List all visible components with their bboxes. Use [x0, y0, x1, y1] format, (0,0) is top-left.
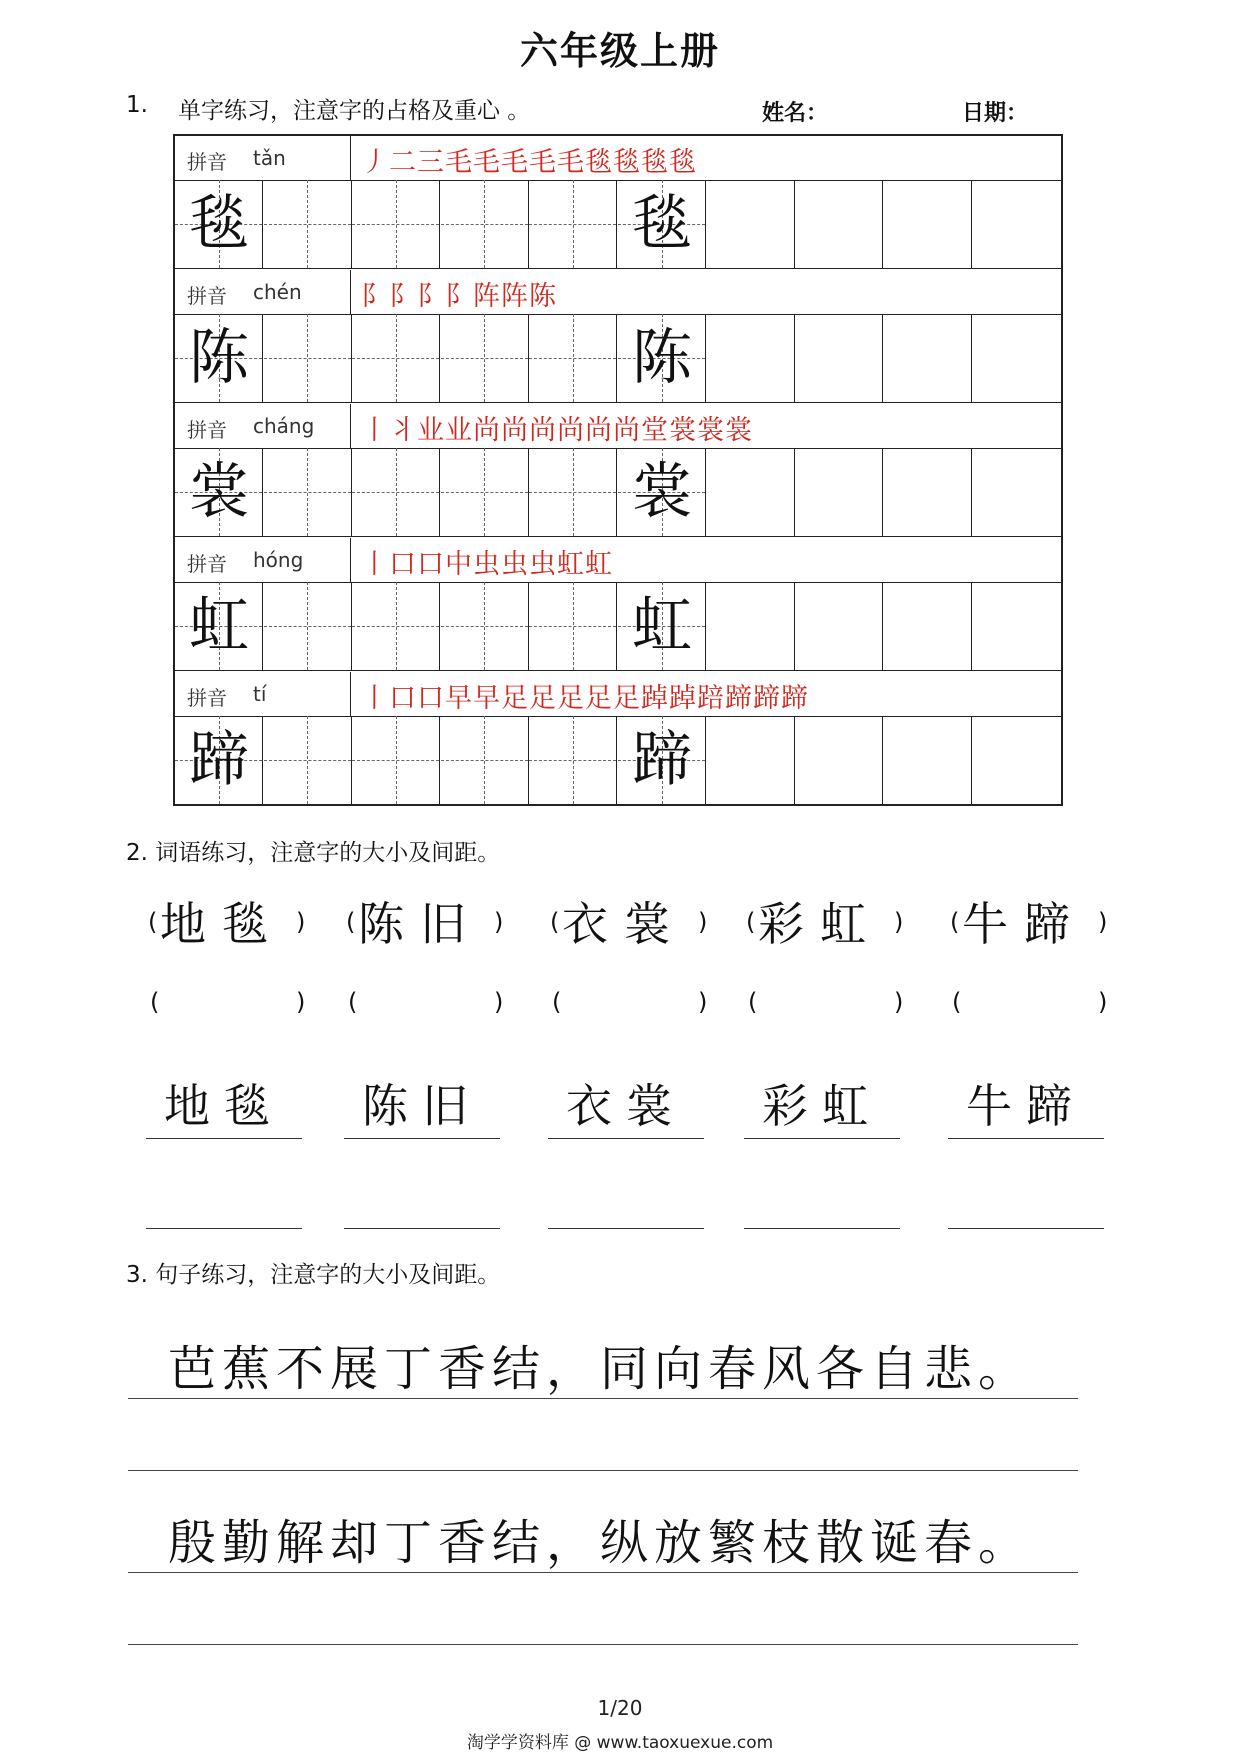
writing-cell[interactable] — [441, 314, 529, 402]
writing-cell[interactable] — [352, 314, 440, 402]
section-1-instruction: 单字练习，注意字的占格及重心 。 — [178, 98, 531, 124]
stroke-step: 毯 — [669, 147, 697, 178]
writing-cell[interactable] — [884, 314, 972, 402]
writing-cell[interactable] — [529, 582, 617, 670]
paren-open: ( — [552, 988, 562, 1016]
stroke-step: 尚 — [585, 415, 613, 446]
stroke-step: 踔 — [669, 683, 697, 714]
trace-word: 陈旧 — [362, 1079, 482, 1133]
writing-cell[interactable] — [352, 448, 440, 536]
pinyin-row — [175, 136, 1061, 181]
stroke-step: 踔 — [641, 683, 669, 714]
stroke-step: 踣 — [697, 683, 725, 714]
sentence-line[interactable] — [128, 1644, 1078, 1645]
model-character: 毯 — [632, 189, 692, 259]
sentence-line[interactable] — [128, 1572, 1078, 1573]
section-2-instruction: 2. 词语练习，注意字的大小及间距。 — [126, 840, 501, 866]
trace-word: 牛蹄 — [966, 1079, 1086, 1133]
pinyin-row — [175, 538, 1061, 583]
stroke-step: 丨 — [361, 683, 389, 714]
stroke-step: 丨 — [361, 549, 389, 580]
paren-close: ) — [1098, 908, 1108, 936]
model-character: 陈 — [189, 323, 249, 393]
paren-close: ) — [296, 988, 306, 1016]
writing-cell[interactable] — [175, 582, 263, 670]
pinyin-value: tí — [253, 682, 267, 706]
stroke-step: 三 — [417, 147, 445, 178]
pinyin-cell — [175, 270, 351, 314]
stroke-step: 裳 — [669, 415, 697, 446]
writing-cell[interactable] — [884, 180, 972, 268]
stroke-step: 丿 — [361, 147, 389, 178]
model-sentence: 芭蕉不展丁香结，同向春风各自悲。 — [168, 1341, 1033, 1397]
writing-cell[interactable] — [529, 448, 617, 536]
writing-cell[interactable] — [529, 716, 617, 804]
model-character: 陈 — [632, 323, 692, 393]
stroke-step: 尚 — [529, 415, 557, 446]
writing-line[interactable] — [146, 1138, 302, 1139]
paren-open: ( — [950, 908, 960, 936]
stroke-step: 足 — [557, 683, 585, 714]
writing-cell[interactable] — [264, 716, 352, 804]
model-character: 裳 — [189, 457, 249, 527]
writing-grid-row — [175, 448, 1061, 537]
footer-watermark: 淘学学资料库 @ www.taoxuexue.com — [466, 1733, 774, 1753]
pinyin-cell — [175, 136, 351, 180]
writing-cell[interactable] — [707, 448, 795, 536]
writing-cell[interactable] — [707, 582, 795, 670]
pinyin-label: 拼音 — [187, 418, 227, 442]
stroke-step: 毛 — [445, 147, 473, 178]
writing-cell[interactable] — [175, 716, 263, 804]
pinyin-label: 拼音 — [187, 284, 227, 308]
section-1-number: 1. — [126, 92, 148, 118]
stroke-step: 毯 — [585, 147, 613, 178]
paren-open: ( — [952, 988, 962, 1016]
stroke-step: 毛 — [557, 147, 585, 178]
stroke-order — [361, 676, 809, 715]
stroke-step: 裳 — [725, 415, 753, 446]
section-3-instruction: 3. 句子练习，注意字的大小及间距。 — [126, 1262, 501, 1288]
writing-cell[interactable] — [972, 448, 1060, 536]
writing-cell[interactable] — [352, 582, 440, 670]
stroke-step: 虫 — [529, 549, 557, 580]
writing-cell[interactable] — [795, 448, 883, 536]
stroke-step: 口 — [417, 549, 445, 580]
stroke-step: 毛 — [529, 147, 557, 178]
writing-grid-row — [175, 180, 1061, 269]
writing-cell[interactable] — [618, 314, 706, 402]
pinyin-value: chén — [253, 280, 302, 304]
writing-cell[interactable] — [795, 314, 883, 402]
writing-line[interactable] — [744, 1228, 900, 1229]
stroke-step: 堂 — [641, 415, 669, 446]
paren-close: ) — [698, 988, 708, 1016]
model-character: 蹄 — [189, 725, 249, 795]
pinyin-cell — [175, 404, 351, 448]
writing-grid-row — [175, 314, 1061, 403]
sentence-line[interactable] — [128, 1398, 1078, 1399]
stroke-step: 阝 — [417, 281, 445, 312]
writing-cell[interactable] — [795, 180, 883, 268]
writing-cell[interactable] — [795, 582, 883, 670]
paren-close: ) — [894, 988, 904, 1016]
stroke-step: 陈 — [529, 281, 557, 312]
trace-word: 彩虹 — [762, 1079, 882, 1133]
stroke-step: 丬 — [389, 415, 417, 446]
stroke-step: 尚 — [473, 415, 501, 446]
model-word: 地毯 — [160, 897, 284, 951]
writing-cell[interactable] — [175, 314, 263, 402]
writing-cell[interactable] — [529, 314, 617, 402]
writing-cell[interactable] — [264, 314, 352, 402]
writing-cell[interactable] — [264, 180, 352, 268]
writing-cell[interactable] — [352, 180, 440, 268]
stroke-order — [361, 542, 613, 581]
pinyin-label: 拼音 — [187, 686, 227, 710]
writing-line[interactable] — [548, 1138, 704, 1139]
trace-word: 衣裳 — [566, 1079, 686, 1133]
writing-cell[interactable] — [264, 448, 352, 536]
paren-close: ) — [894, 908, 904, 936]
paren-open: ( — [550, 908, 560, 936]
writing-line[interactable] — [744, 1138, 900, 1139]
stroke-step: 口 — [389, 683, 417, 714]
writing-cell[interactable] — [441, 448, 529, 536]
writing-cell[interactable] — [884, 582, 972, 670]
stroke-step: 口 — [417, 683, 445, 714]
stroke-step: 蹄 — [725, 683, 753, 714]
stroke-step: 丨 — [361, 415, 389, 446]
pinyin-value: cháng — [253, 414, 315, 438]
paren-close: ) — [494, 908, 504, 936]
writing-line[interactable] — [948, 1138, 1104, 1139]
writing-line[interactable] — [344, 1228, 500, 1229]
stroke-step: 业 — [445, 415, 473, 446]
paren-close: ) — [494, 988, 504, 1016]
stroke-step: 虹 — [585, 549, 613, 580]
paren-open: ( — [746, 908, 756, 936]
stroke-step: 足 — [501, 683, 529, 714]
writing-line[interactable] — [548, 1228, 704, 1229]
model-word: 彩虹 — [758, 897, 882, 951]
stroke-step: 二 — [389, 147, 417, 178]
pinyin-cell — [175, 672, 351, 716]
stroke-step: 业 — [417, 415, 445, 446]
writing-cell[interactable] — [707, 716, 795, 804]
writing-cell[interactable] — [352, 716, 440, 804]
stroke-step: 中 — [445, 549, 473, 580]
paren-close: ) — [698, 908, 708, 936]
writing-cell[interactable] — [972, 180, 1060, 268]
pinyin-value: tǎn — [253, 146, 286, 170]
writing-cell[interactable] — [707, 314, 795, 402]
stroke-step: 阝 — [445, 281, 473, 312]
writing-grid-row — [175, 716, 1061, 804]
pinyin-row — [175, 672, 1061, 717]
stroke-step: 口 — [389, 549, 417, 580]
writing-cell[interactable] — [707, 180, 795, 268]
stroke-step: 虫 — [473, 549, 501, 580]
writing-cell[interactable] — [884, 448, 972, 536]
writing-cell[interactable] — [441, 180, 529, 268]
page-number: 1/20 — [597, 1696, 643, 1720]
stroke-step: 蹄 — [753, 683, 781, 714]
writing-cell[interactable] — [972, 716, 1060, 804]
stroke-step: 足 — [529, 683, 557, 714]
writing-cell[interactable] — [264, 582, 352, 670]
trace-word: 地毯 — [164, 1079, 284, 1133]
pinyin-label: 拼音 — [187, 552, 227, 576]
writing-cell[interactable] — [529, 180, 617, 268]
stroke-step: 尚 — [557, 415, 585, 446]
paren-open: ( — [148, 908, 158, 936]
paren-open: ( — [150, 988, 160, 1016]
stroke-step: 足 — [585, 683, 613, 714]
writing-grid-row — [175, 582, 1061, 671]
model-word: 衣裳 — [562, 897, 686, 951]
stroke-step: 毛 — [501, 147, 529, 178]
pinyin-row — [175, 404, 1061, 449]
writing-line[interactable] — [344, 1138, 500, 1139]
stroke-step: 虹 — [557, 549, 585, 580]
stroke-step: 毯 — [641, 147, 669, 178]
stroke-step: 毯 — [613, 147, 641, 178]
model-character: 蹄 — [632, 725, 692, 795]
writing-line[interactable] — [146, 1228, 302, 1229]
writing-line[interactable] — [948, 1228, 1104, 1229]
stroke-step: 阵 — [473, 281, 501, 312]
date-label: 日期： — [962, 101, 1029, 126]
paren-close: ) — [296, 908, 306, 936]
character-practice-table — [173, 134, 1063, 806]
model-word: 牛蹄 — [962, 897, 1086, 951]
writing-cell[interactable] — [618, 716, 706, 804]
char-block — [175, 270, 1061, 404]
stroke-step: 阝 — [389, 281, 417, 312]
stroke-step: 裳 — [697, 415, 725, 446]
char-block — [175, 404, 1061, 538]
stroke-step: 毛 — [473, 147, 501, 178]
pinyin-label: 拼音 — [187, 150, 227, 174]
paren-close: ) — [1098, 988, 1108, 1016]
stroke-step: 阝 — [361, 281, 389, 312]
paren-open: ( — [346, 908, 356, 936]
model-character: 毯 — [189, 189, 249, 259]
writing-cell[interactable] — [972, 582, 1060, 670]
page-title: 六年级上册 — [519, 29, 720, 73]
char-block — [175, 672, 1061, 806]
stroke-order — [361, 274, 557, 313]
pinyin-row — [175, 270, 1061, 315]
name-label: 姓名： — [762, 101, 829, 126]
char-block — [175, 538, 1061, 672]
char-block — [175, 136, 1061, 270]
writing-cell[interactable] — [618, 180, 706, 268]
writing-cell[interactable] — [175, 448, 263, 536]
pinyin-cell — [175, 538, 351, 582]
writing-cell[interactable] — [618, 448, 706, 536]
model-character: 裳 — [632, 457, 692, 527]
writing-cell[interactable] — [441, 716, 529, 804]
stroke-step: 虫 — [501, 549, 529, 580]
writing-cell[interactable] — [441, 582, 529, 670]
stroke-step: 尚 — [501, 415, 529, 446]
paren-open: ( — [748, 988, 758, 1016]
stroke-step: 早 — [473, 683, 501, 714]
stroke-step: 蹄 — [781, 683, 809, 714]
writing-cell[interactable] — [795, 716, 883, 804]
stroke-order — [361, 140, 697, 179]
writing-cell[interactable] — [175, 180, 263, 268]
sentence-line[interactable] — [128, 1470, 1078, 1471]
writing-cell[interactable] — [618, 582, 706, 670]
model-character: 虹 — [189, 591, 249, 661]
stroke-order — [361, 408, 753, 447]
writing-cell[interactable] — [884, 716, 972, 804]
model-sentence: 殷勤解却丁香结，纵放繁枝散诞春。 — [168, 1515, 1033, 1571]
paren-open: ( — [348, 988, 358, 1016]
stroke-step: 早 — [445, 683, 473, 714]
model-character: 虹 — [632, 591, 692, 661]
writing-cell[interactable] — [972, 314, 1060, 402]
stroke-step: 阵 — [501, 281, 529, 312]
stroke-step: 足 — [613, 683, 641, 714]
model-word: 陈旧 — [358, 897, 482, 951]
pinyin-value: hóng — [253, 548, 304, 572]
stroke-step: 尚 — [613, 415, 641, 446]
